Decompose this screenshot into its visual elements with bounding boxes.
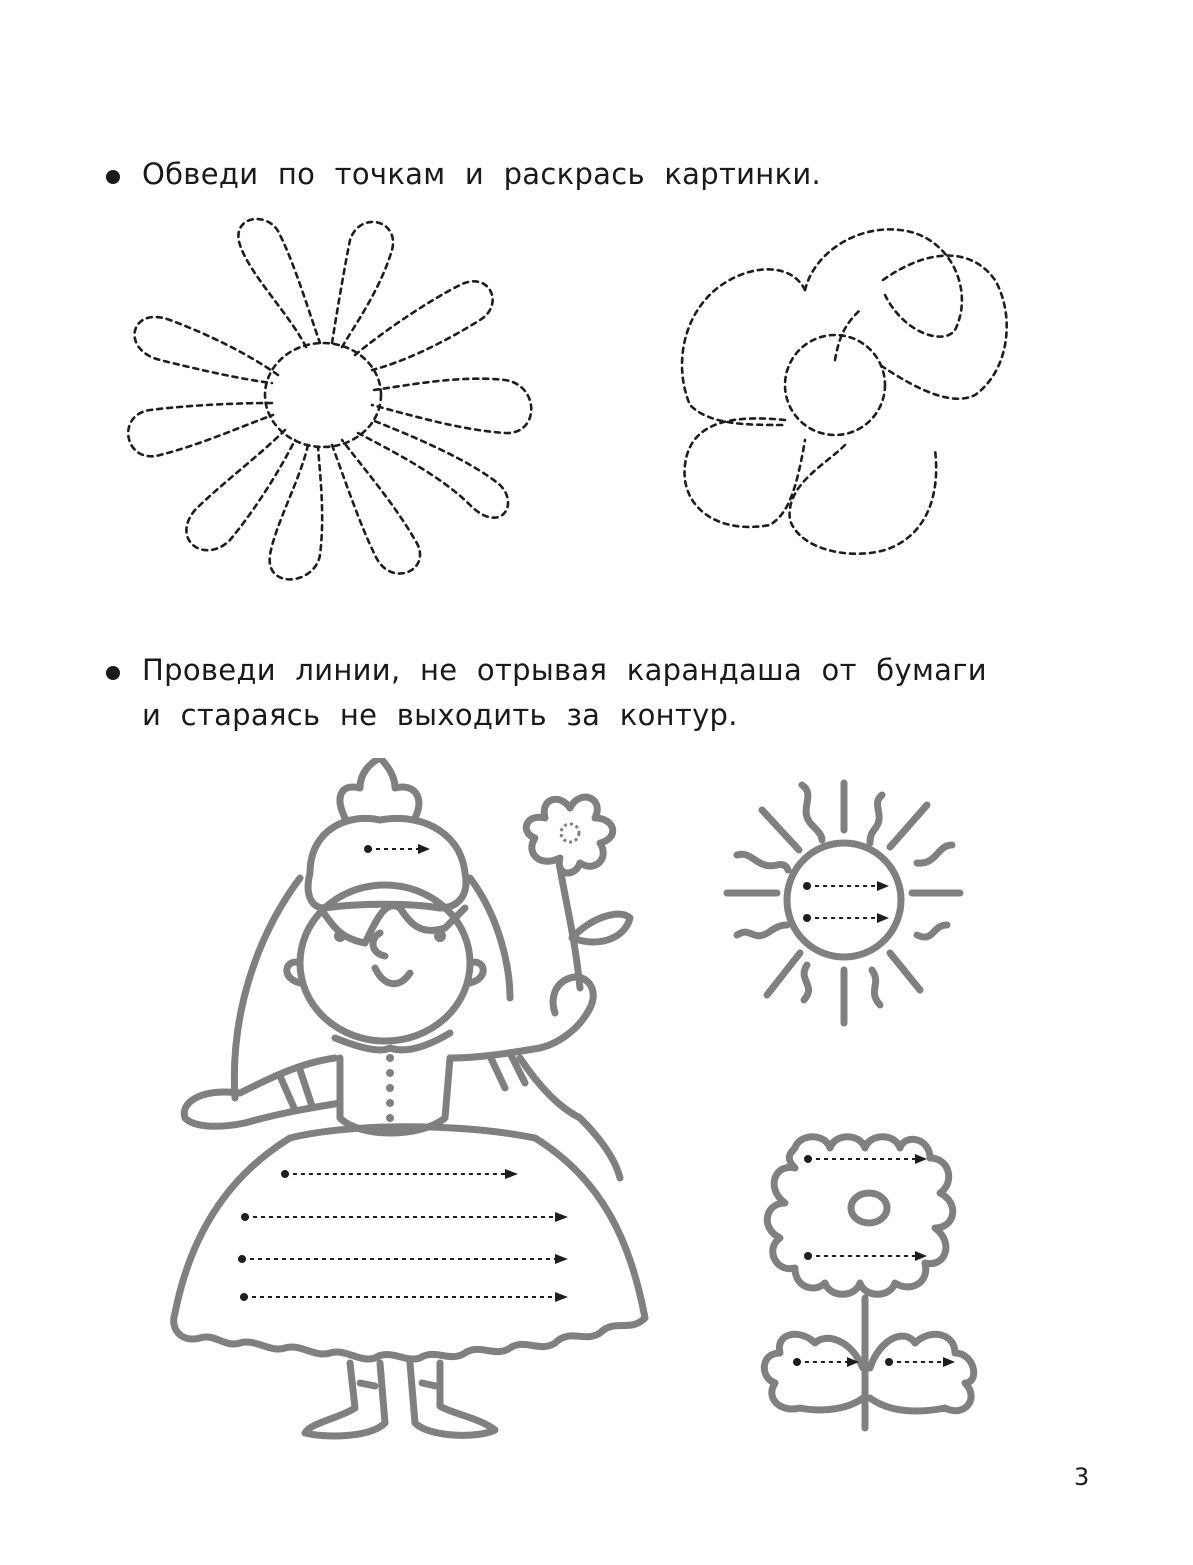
princess-outline-image bbox=[160, 758, 660, 1443]
instruction-text-line-1: Проведи линии, не отрывая карандаша от бумаги bbox=[142, 653, 987, 687]
small-flower-outline-image bbox=[755, 1128, 995, 1433]
instruction-text-line-2: и стараясь не выходить за контур. bbox=[142, 698, 738, 732]
bullet-icon bbox=[106, 666, 120, 680]
trace-line bbox=[364, 844, 430, 854]
sun-trace-lines bbox=[803, 881, 889, 923]
instruction-draw-lines bbox=[106, 648, 987, 738]
held-flower bbox=[526, 797, 612, 873]
trace-line bbox=[804, 1154, 927, 1164]
four-petal-flower bbox=[682, 229, 1007, 553]
bullet-icon bbox=[106, 170, 120, 184]
trace-line bbox=[238, 1254, 568, 1264]
trace-line bbox=[804, 1251, 927, 1261]
princess bbox=[174, 758, 645, 1436]
trace-line bbox=[793, 1357, 859, 1367]
dotted-daisy-image bbox=[110, 205, 560, 600]
trace-line bbox=[241, 1212, 568, 1222]
page-number: 3 bbox=[1074, 1463, 1090, 1491]
sun-outline-image bbox=[722, 775, 967, 1030]
small-flower bbox=[764, 1137, 973, 1428]
sun bbox=[727, 783, 960, 1023]
instruction-trace-dots bbox=[106, 152, 821, 197]
daisy-petals bbox=[128, 219, 531, 579]
trace-line bbox=[240, 1292, 568, 1302]
trace-line bbox=[803, 913, 889, 923]
trace-line bbox=[885, 1357, 955, 1367]
trace-line bbox=[803, 881, 889, 891]
instruction-text: Обведи по точкам и раскрась картинки. bbox=[142, 157, 822, 191]
trace-line bbox=[281, 1169, 518, 1179]
dotted-four-petal-flower-image bbox=[675, 220, 1020, 565]
